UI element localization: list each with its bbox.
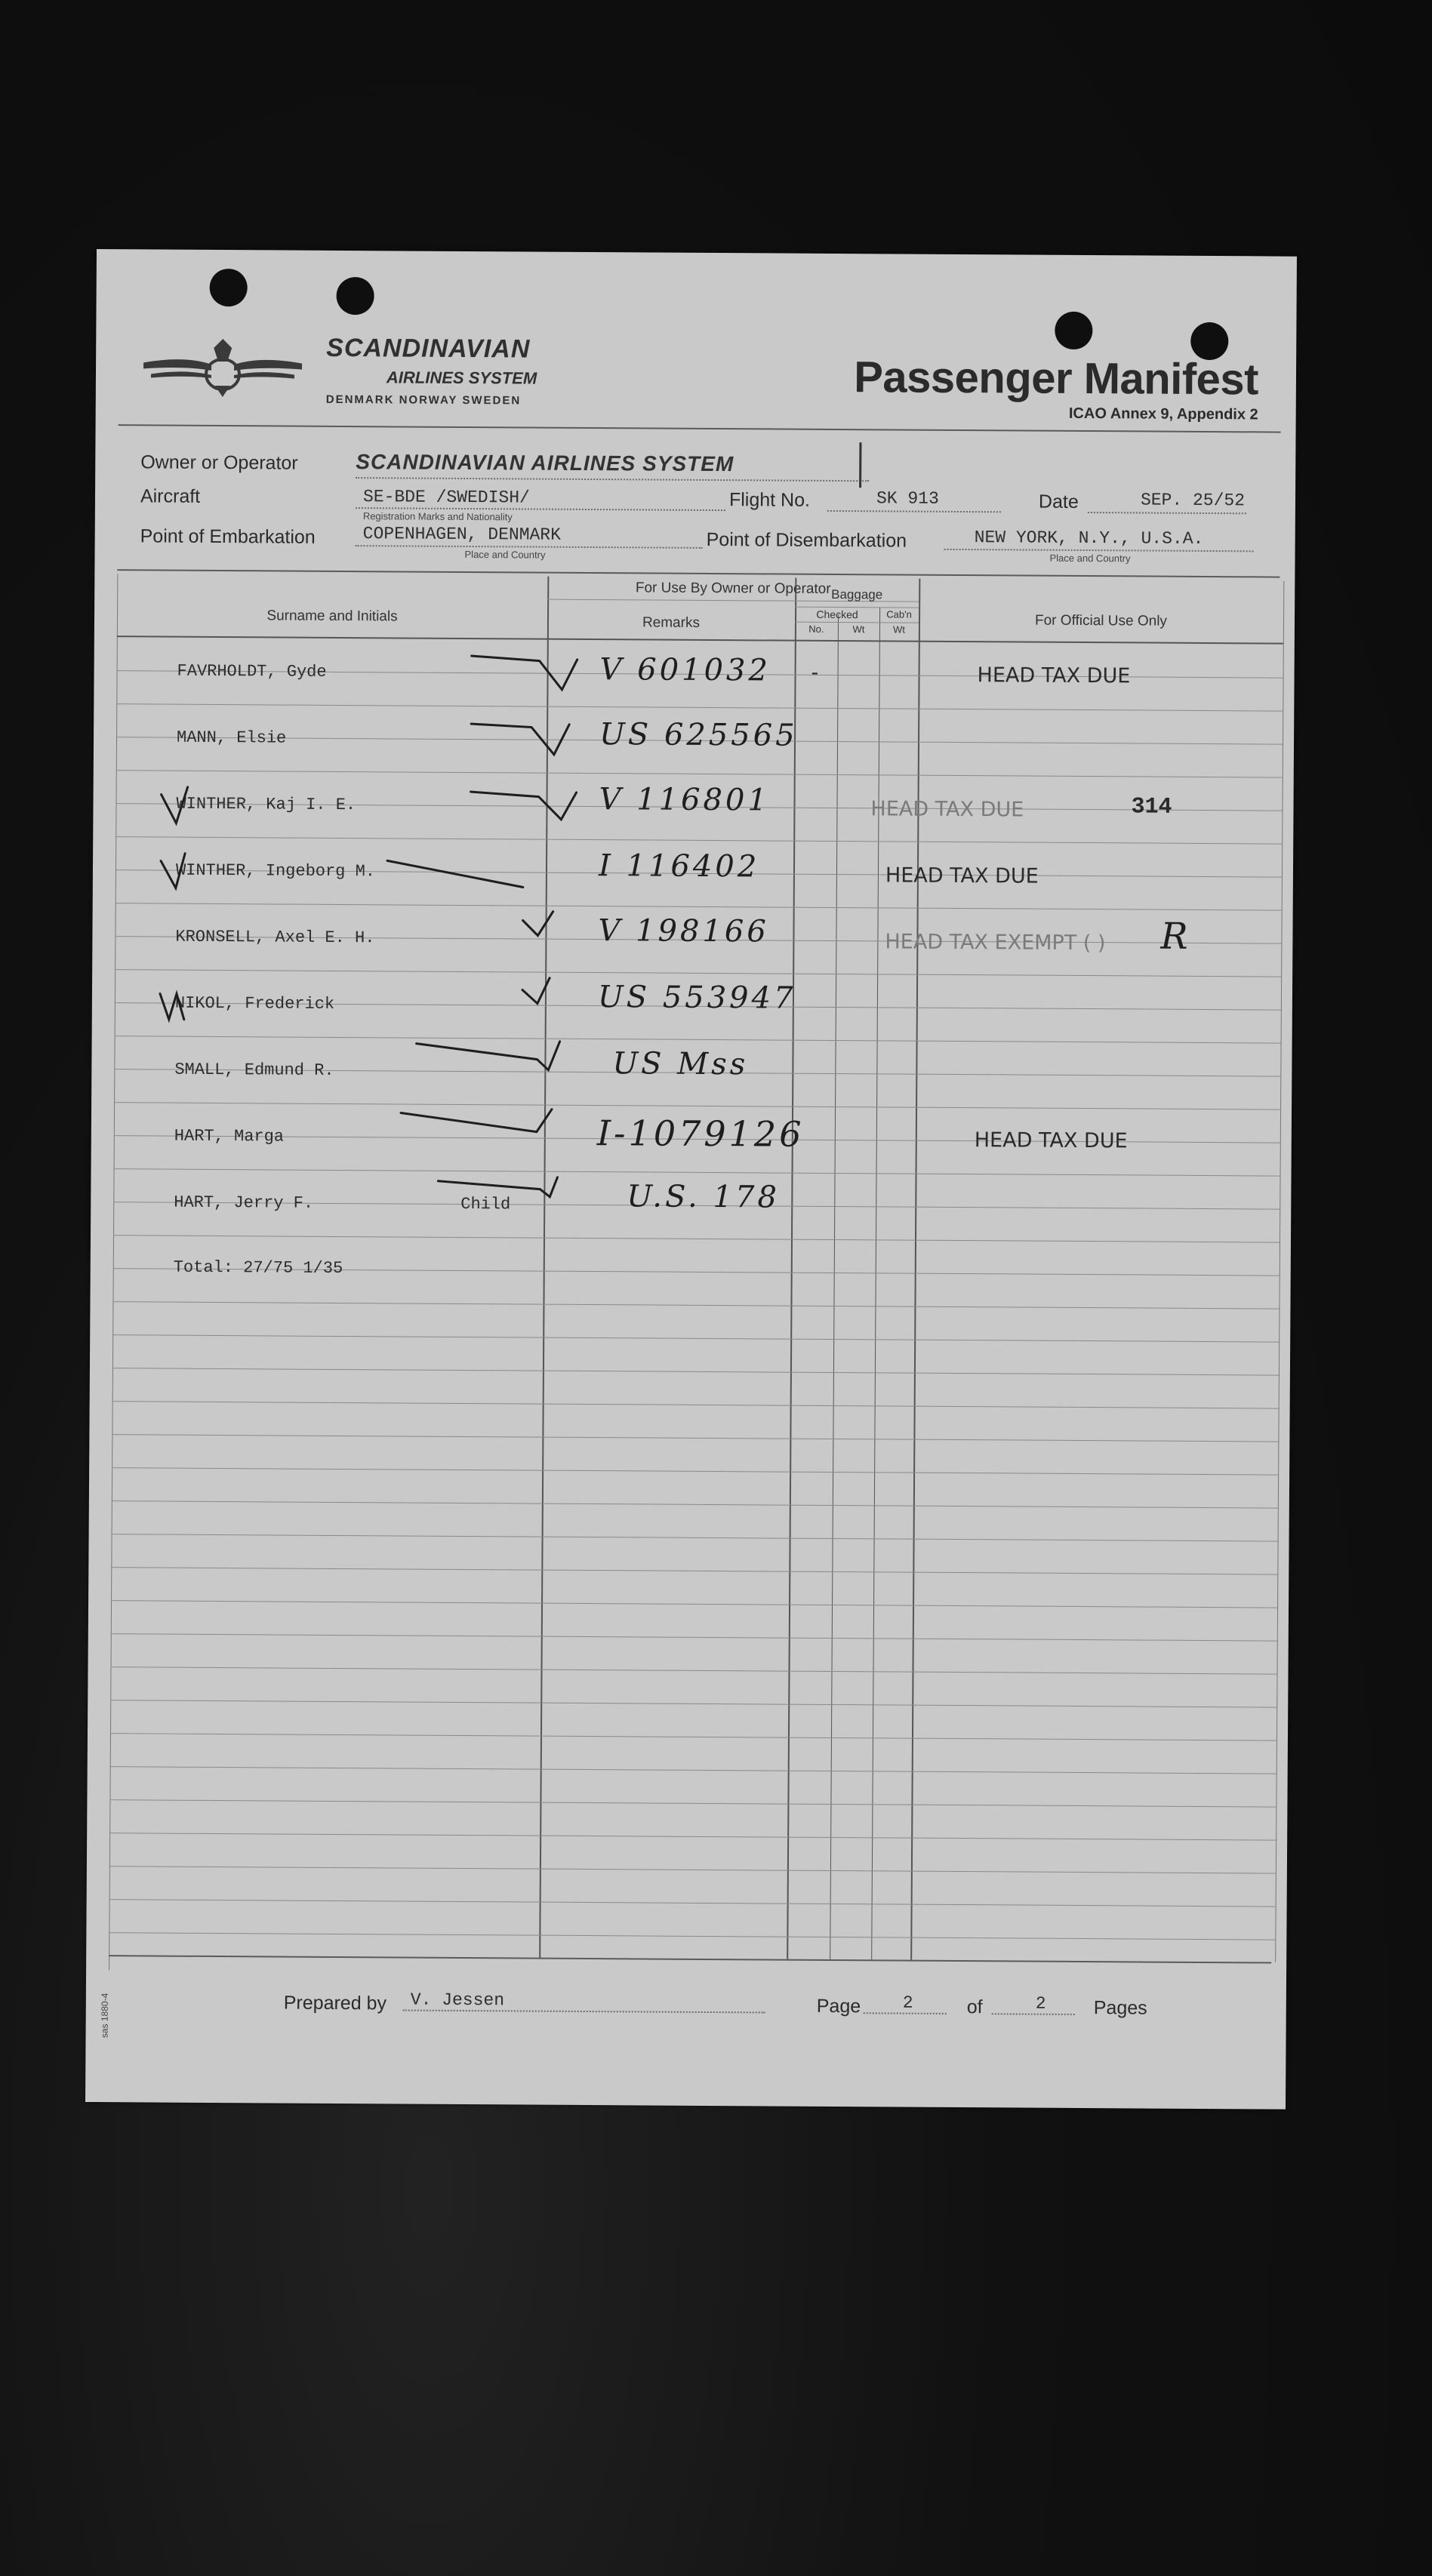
aircraft-label: Aircraft [140, 485, 201, 507]
page-dotline [864, 2012, 947, 2014]
table-rule-line [111, 1667, 1277, 1674]
of-label: of [966, 1996, 983, 2018]
official-stamp: HEAD TAX DUE [870, 797, 1024, 822]
prepared-dotline [403, 2010, 765, 2014]
passenger-name: MANN, Elsie [176, 728, 287, 748]
table-rule-line [111, 1567, 1277, 1574]
checkmark-icon [416, 1041, 559, 1070]
table-rule-line [109, 1899, 1276, 1907]
passenger-name: WINTHER, Kaj I. E. [176, 794, 356, 815]
official-stamp: HEAD TAX DUE [885, 863, 1039, 888]
embark-label: Point of Embarkation [140, 525, 316, 548]
owner-label: Owner or Operator [140, 451, 298, 474]
checkmark-icon [522, 977, 550, 1003]
aircraft-caption: Registration Marks and Nationality [362, 510, 513, 523]
official-stamp: HEAD TAX DUE [974, 1128, 1128, 1153]
col-header-baggage: Baggage [831, 586, 883, 602]
punch-hole [210, 269, 248, 306]
col-header-remarks: Remarks [642, 614, 701, 631]
col-header-cabin-wt: Wt [892, 623, 905, 636]
col-header-checked: Checked [816, 608, 858, 621]
remark-handwritten: V 198166 [598, 913, 769, 949]
passenger-table [109, 574, 1295, 1977]
passenger-name: FAVRHOLDT, Gyde [177, 661, 327, 682]
date-dotline [1088, 512, 1246, 514]
checkmarks-overlay [113, 574, 1295, 1260]
checkmark-icon [161, 854, 185, 888]
remark-handwritten: US Mss [612, 1046, 749, 1082]
punch-hole [1055, 312, 1092, 349]
checkmark-icon [387, 860, 523, 887]
table-rule-line [112, 1334, 1279, 1342]
table-rule-line [112, 1434, 1278, 1442]
page-value: 2 [902, 1993, 913, 2013]
official-stamp: HEAD TAX DUE [977, 663, 1131, 688]
flight-dotline [827, 510, 1001, 512]
embark-caption: Place and Country [464, 548, 546, 561]
punch-hole [336, 277, 374, 315]
table-rule-line [109, 1799, 1276, 1807]
disembark-label: Point of Disembarkation [706, 528, 907, 552]
checkmark-icon [470, 792, 576, 820]
checkmark-icon [438, 1177, 557, 1197]
table-rule-line [112, 1500, 1278, 1508]
col-header-name: Surname and Initials [266, 608, 398, 625]
table-rule-line [112, 1301, 1279, 1309]
table-rule-line [112, 1534, 1278, 1541]
date-label: Date [1038, 491, 1079, 512]
embark-dotline [356, 545, 703, 549]
table-rule-line [109, 1866, 1276, 1873]
table-rule-line [110, 1733, 1276, 1740]
remark-handwritten: US 553947 [597, 980, 796, 1016]
passenger-name: HART, Jerry F. [174, 1193, 314, 1213]
prepared-label: Prepared by [283, 1992, 387, 2014]
checkmark-icon [522, 911, 553, 935]
aircraft-value: SE-BDE /SWEDISH/ [362, 487, 530, 508]
page-label: Page [816, 1995, 861, 2017]
brand-countries: DENMARK NORWAY SWEDEN [325, 392, 522, 408]
table-rule-line [111, 1600, 1277, 1608]
of-dotline [992, 2013, 1075, 2015]
passenger-name: HART, Marga [174, 1126, 285, 1146]
header-divider [119, 424, 1281, 432]
col-header-wt: Wt [852, 623, 865, 636]
form-code: sas 1880-4 [99, 1993, 110, 2039]
table-rule-line [112, 1368, 1279, 1375]
table-rule-line [110, 1766, 1276, 1774]
total-line: Total: 27/75 1/35 [173, 1257, 343, 1279]
pages-label: Pages [1093, 1997, 1147, 2019]
table-rule-line [110, 1700, 1276, 1707]
brand-name: SCANDINAVIAN [326, 333, 531, 364]
passenger-name: SMALL, Edmund R. [174, 1060, 334, 1080]
owner-value: SCANDINAVIAN AIRLINES SYSTEM [356, 450, 734, 476]
official-stamp: HEAD TAX EXEMPT ( ) [885, 930, 1106, 956]
child-note: Child [460, 1194, 511, 1214]
passenger-name: WINTHER, Ingeborg M. [175, 860, 376, 882]
title-block [854, 352, 1258, 423]
table-rule-line [112, 1467, 1278, 1475]
embark-value: COPENHAGEN, DENMARK [362, 524, 562, 545]
page-subtitle: ICAO Annex 9, Appendix 2 [1068, 405, 1258, 423]
flight-label: Flight No. [728, 489, 811, 511]
owner-handmark [859, 442, 861, 488]
brand-block [326, 334, 537, 408]
table-rule-line [111, 1633, 1277, 1641]
passenger-name: NIKOL, Frederick [174, 993, 335, 1014]
col-header-no: No. [808, 623, 824, 635]
col-header-cabin: Cab'n [886, 608, 912, 620]
manifest-sheet [85, 249, 1297, 2110]
baggage-no: - [811, 660, 819, 685]
col-header-owner-group: For Use By Owner or Operator [635, 580, 831, 597]
of-value: 2 [1035, 1993, 1046, 2014]
remark-handwritten: I-1079126 [596, 1113, 805, 1155]
checkmark-icon [471, 724, 569, 755]
table-rule-line [109, 1932, 1275, 1940]
col-header-official: For Official Use Only [1034, 612, 1168, 629]
table-rule-line [109, 1833, 1276, 1840]
passenger-name: KRONSELL, Axel E. H. [175, 927, 375, 948]
disembark-caption: Place and Country [1049, 552, 1131, 565]
sas-wings-logo-icon [140, 332, 306, 401]
prepared-value: V. Jessen [410, 1990, 505, 2011]
official-number: 314 [1131, 794, 1172, 820]
page-title: Passenger Manifest [854, 352, 1259, 405]
official-handmark: R [1160, 915, 1191, 958]
owner-dotline [356, 477, 869, 482]
checkmark-icon [160, 994, 184, 1020]
checkmark-icon [161, 787, 187, 823]
disembark-dotline [944, 549, 1254, 552]
checkmark-icon [401, 1108, 552, 1131]
checkmark-icon [471, 656, 577, 690]
remark-handwritten: V 116801 [599, 782, 770, 818]
table-rule-line [112, 1401, 1279, 1408]
remark-handwritten: I 116402 [598, 848, 760, 885]
date-value: SEP. 25/52 [1140, 490, 1246, 511]
disembark-value: NEW YORK, N.Y., U.S.A. [974, 528, 1204, 549]
flight-value: SK 913 [876, 488, 939, 509]
remark-handwritten: U.S. 178 [627, 1179, 780, 1215]
brand-subname: AIRLINES SYSTEM [386, 368, 537, 388]
remark-handwritten: US 625565 [599, 717, 798, 753]
remark-handwritten: V 601032 [599, 652, 771, 688]
